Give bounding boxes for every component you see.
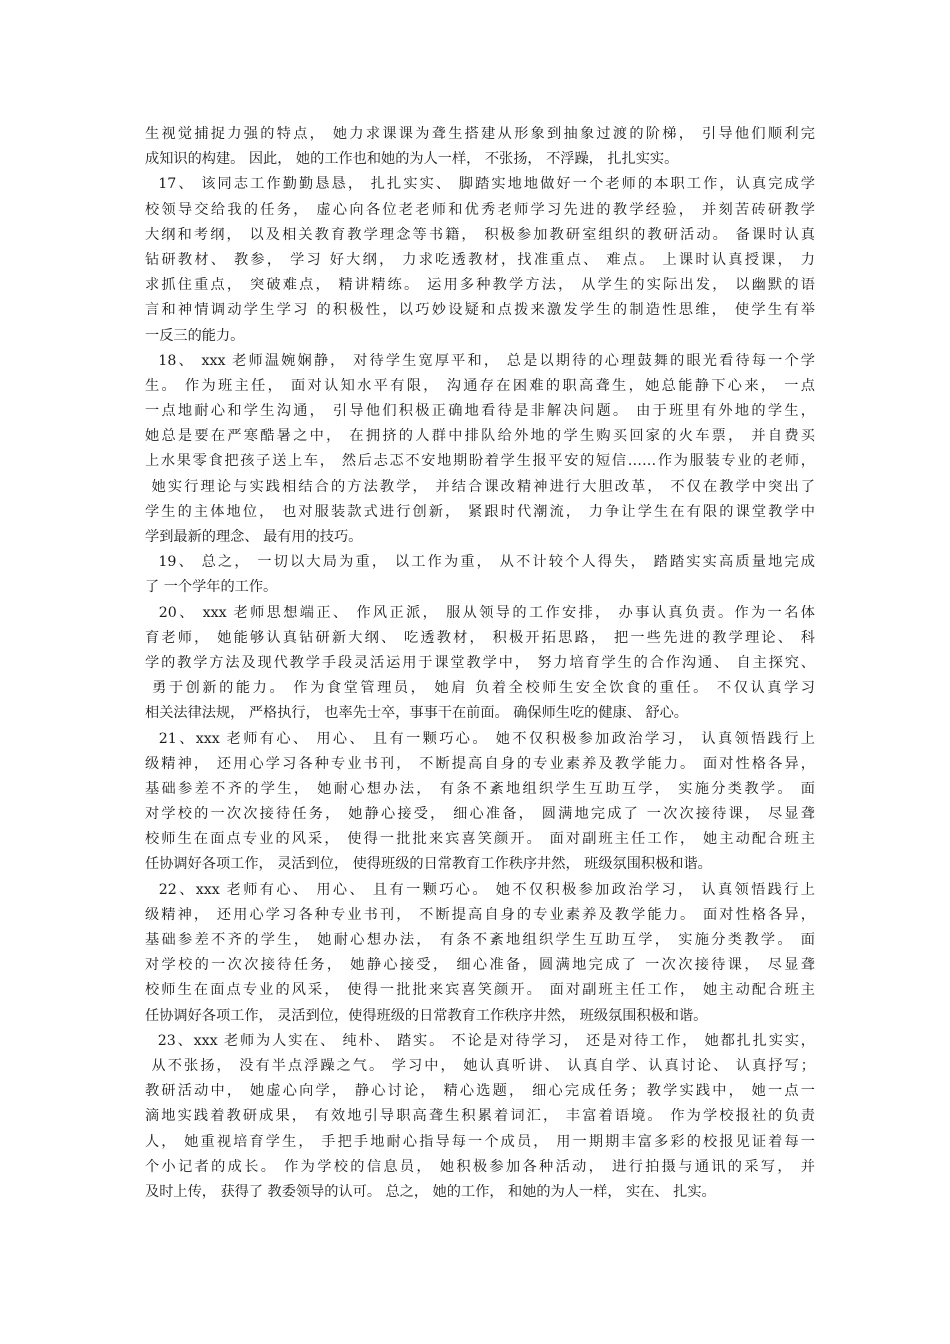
text-line: 任协调好各项工作， 灵活到位，使得班级的日常教育工作秩序井然， 班级氛围积极和谐。 — [145, 1007, 708, 1024]
text-line: 学到最新的理念、 最有用的技巧。 — [145, 529, 363, 545]
text-line: 她总是要在严寒酷暑之中， 在拥挤的人群中排队给外地的学生购买回家的火车票， 并自费买 — [145, 428, 815, 445]
text-line: 任协调好各项工作， 灵活到位， 使得班级的日常教育工作秩序井然， 班级氛围积极和谐。 — [145, 856, 712, 873]
text-line: 21、xxx 老师有心、 用心、 且有一颗巧心。 她不仅积极参加政治学习， 认真领悟践行上 — [145, 730, 815, 747]
text-line: 她实行理论与实践相结合的方法教学， 并结合课改精神进行大胆改革， 不仅在教学中突出了 — [145, 478, 815, 495]
text-line: 勇于创新的能力。 作为食堂管理员， 她肩 负着全校师生安全饮食的重任。 不仅认真学习 — [145, 680, 815, 697]
text-line: 相关法律法规， 严格执行， 也率先士卒，事事干在前面。 确保师生吃的健康、 舒心。 — [145, 705, 688, 722]
text-line: 求抓住重点， 突破难点， 精讲精练。 运用多种教学方法， 从学生的实际出发， 以幽默的语 — [145, 277, 815, 294]
text-line: 校师生在面点专业的风采， 使得一批批来宾喜笑颜开。 面对副班主任工作， 她主动配合班主 — [145, 831, 815, 848]
text-line: 对学校的一次次接待任务， 她静心接受， 细心准备，圆满地完成了 一次次接待课， 尽显聋 — [145, 957, 815, 974]
text-line: 级精神， 还用心学习各种专业书刊， 不断提高自身的专业素养及教学能力。 面对性格各异， — [145, 906, 815, 923]
text-line: 一点地耐心和学生沟通， 引导他们积极正确地看待是非解决问题。 由于班里有外地的学生， — [145, 403, 815, 420]
text-line: 上水果零食把孩子送上车， 然后忐忑不安地期盼着学生报平安的短信……作为服装专业的老师， — [145, 453, 815, 470]
text-line: 级精神， 还用心学习各种专业书刊， 不断提高自身的专业素养及教学能力。 面对性格各异， — [145, 755, 815, 772]
text-line: 滴地实践着教研成果， 有效地引导职高聋生积累着词汇， 丰富着语境。 作为学校报社的负责 — [145, 1108, 815, 1125]
text-line: 18、 xxx 老师温婉娴静， 对待学生宽厚平和， 总是以期待的心理鼓舞的眼光看待每一个学 — [145, 352, 815, 369]
text-line: 校领导交给我的任务， 虚心向各位老老师和优秀老师学习先进的教学经验， 并刻苦砖研教学 — [145, 201, 815, 218]
text-line: 生视觉捕捉力强的特点， 她力求课课为聋生搭建从形象到抽象过渡的阶梯， 引导他们顺利完 — [145, 126, 815, 142]
text-line: 对学校的一次次接待任务， 她静心接受， 细心准备， 圆满地完成了 一次次接待课， 尽显聋 — [145, 806, 815, 823]
text-line: 了 一个学年的工作。 — [145, 579, 278, 596]
text-line: 17、 该同志工作勤勤恳恳， 扎扎实实、 脚踏实地地做好一个老师的本职工作，认真完成学 — [145, 176, 815, 193]
text-line: 教研活动中， 她虚心向学， 静心讨论， 精心选题， 细心完成任务；教学实践中， 她一点一 — [145, 1083, 815, 1100]
text-line: 言和神情调动学生学习 的积极性，以巧妙设疑和点拨来激发学生的制造性思维， 使学生有举 — [145, 302, 815, 319]
text-line: 学的教学方法及现代教学手段灵活运用于课堂教学中， 努力培育学生的合作沟通、 自主探究、 — [145, 654, 815, 671]
text-line: 生。 作为班主任， 面对认知水平有限， 沟通存在困难的职高聋生，她总能静下心来， 一点 — [145, 377, 815, 394]
text-line: 校师生在面点专业的风采， 使得一批批来宾喜笑颜开。 面对副班主任工作， 她主动配合班主 — [145, 982, 815, 999]
text-line: 个小记者的成长。 作为学校的信息员， 她积极参加各种活动， 进行拍摄与通讯的采写， 并 — [145, 1158, 815, 1175]
text-line: 19、 总之， 一切以大局为重， 以工作为重， 从不计较个人得失， 踏踏实实高质量地完成 — [145, 554, 815, 571]
text-line: 22、xxx 老师有心、 用心、 且有一颗巧心。 她不仅积极参加政治学习， 认真领悟践行上 — [145, 881, 815, 898]
text-line: 一反三的能力。 — [145, 327, 245, 344]
document-page — [145, 122, 815, 1205]
text-line: 人， 她重视培育学生， 手把手地耐心指导每一个成员， 用一期期丰富多彩的校报见证着每一 — [145, 1133, 815, 1150]
text-line: 成知识的构建。 因此， 她的工作也和她的为人一样， 不张扬， 不浮躁， 扎扎实实。 — [145, 151, 679, 168]
text-line: 23、xxx 老师为人实在、 纯朴、 踏实。 不论是对待学习， 还是对待工作， 她都扎扎实实， — [145, 1032, 815, 1049]
text-line: 大纲和考纲， 以及相关教育教学理念等书籍， 积极参加教研室组织的教研活动。 备课时认真 — [145, 226, 815, 243]
text-line: 育老师， 她能够认真钻研新大纲、 吃透教材， 积极开拓思路， 把一些先进的教学理论、 科 — [145, 629, 815, 646]
text-line: 及时上传， 获得了 教委领导的认可。 总之， 她的工作， 和她的为人一样， 实在、 扎实。 — [145, 1183, 716, 1200]
text-line: 基础参差不齐的学生， 她耐心想办法， 有条不紊地组织学生互助互学， 实施分类教学。 面 — [145, 780, 815, 797]
text-line: 20、 xxx 老师思想端正、 作风正派， 服从领导的工作安排， 办事认真负责。作为一名体 — [145, 604, 815, 621]
text-line: 基础参差不齐的学生， 她耐心想办法， 有条不紊地组织学生互助互学， 实施分类教学。 面 — [145, 932, 815, 948]
text-line: 学生的主体地位， 也对服装款式进行创新， 紧跟时代潮流， 力争让学生在有限的课堂教学中 — [145, 503, 815, 520]
text-line: 钻研教材、 教参， 学习 好大纲， 力求吃透教材，找准重点、 难点。 上课时认真授课， 力 — [145, 251, 815, 268]
text-line: 从不张扬， 没有半点浮躁之气。 学习中， 她认真听讲、 认真自学、认真讨论、 认真抒写； — [145, 1057, 815, 1074]
